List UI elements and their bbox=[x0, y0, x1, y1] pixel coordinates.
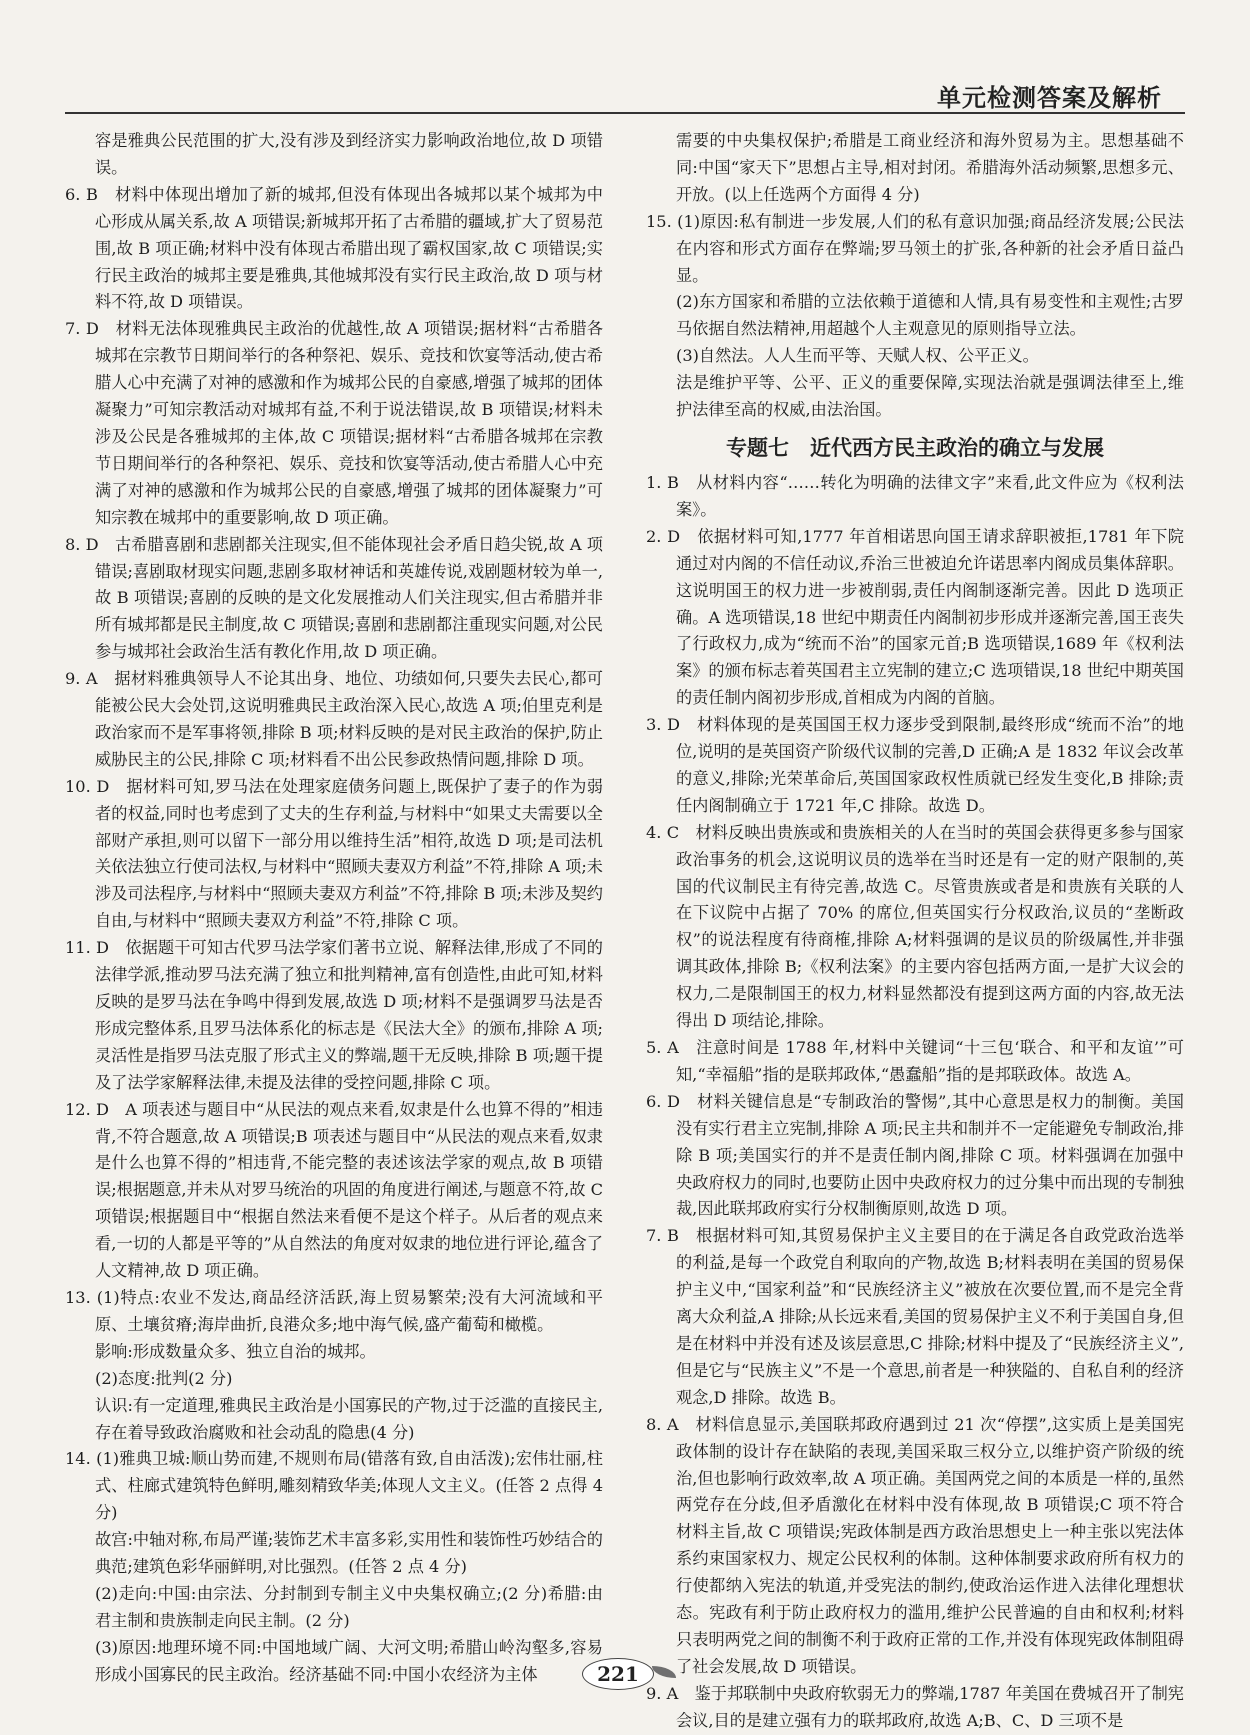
page-number bbox=[560, 1652, 690, 1692]
answer-item-1: 1. B 从材料内容“……转化为明确的法律文字”来看,此文件应为《权利法案》。 bbox=[646, 472, 1184, 519]
answer-paragraph: 容是雅典公民范围的扩大,没有涉及到经济实力影响政治地位,故 D 项错误。 bbox=[95, 131, 603, 177]
section-title: 专题七 近代西方民主政治的确立与发展 bbox=[726, 435, 1104, 460]
answer-item-6: 6. D 材料关键信息是“专制政治的警惕”,其中心意思是权力的制衡。美国没有实行君主立宪制,排除 A 项;民主共和制并不一定能避免专制政治,排除 B 项;美国实行的并不是责任制内阁,排除 C 项。材料强调在加强中央政府权力的同时,也要防止因中央政府权力的过分集中而出现的专制独裁,因此联邦政府实行分权制衡原则,故选 D 项。 bbox=[646, 1091, 1184, 1219]
answer-paragraph: 认识:有一定道理,雅典民主政治是小国寡民的产物,过于泛滥的直接民主,存在着导致政治腐败和社会动乱的隐患(4 分) bbox=[95, 1395, 603, 1442]
answer-item-12: 12. D A 项表述与题目中“从民法的观点来看,奴隶是什么也算不得的”相违背,不符合题意,故 A 项错误;B 项表述与题目中“从民法的观点来看,奴隶是什么也算不得的”相违背,不能完整的表述该法学家的观点,故 B 项错误;根据题意,并未从对罗马统治的巩固的角度进行阐述,与题意不符,故 C 项错误;根据题目中“根据自然法来看便不是这个样子。从后者的观点来看,一切的人都是平等的”从自然法的角度对奴隶的地位进行评论,蕴含了人文精神,故 D 项正确。 bbox=[65, 1099, 603, 1281]
answer-paragraph: 需要的中央集权保护;希腊是工商业经济和海外贸易为主。思想基础不同:中国“家天下”思想占主导,相对封闭。希腊海外活动频繁,思想多元、开放。(以上任选两个方面得 4 分) bbox=[676, 131, 1184, 204]
answer-item-2: 2. D 依据材料可知,1777 年首相诺思向国王请求辞职被拒,1781 年下院通过对内阁的不信任动议,乔治三世被迫允许诺思率内阁成员集体辞职。这说明国王的权力进一步被削弱,责任内阁制逐渐完善。因此 D 选项正确。A 选项错误,18 世纪中期责任内阁制初步形成并逐渐完善,国王丧失了行政权力,成为“统而不治”的国家元首;B 选项错误,1689 年《权利法案》的颁布标志着英国君主立宪制的建立;C 选项错误,18 世纪中期英国的责任制内阁初步形成,首相成为内阁的首脑。 bbox=[646, 526, 1184, 708]
answer-item-13: 13. (1)特点:农业不发达,商品经济活跃,海上贸易繁荣;没有大河流域和平原、土壤贫瘠;海岸曲折,良港众多;地中海气候,盛产葡萄和橄榄。 bbox=[65, 1287, 603, 1334]
answer-paragraph: (3)原因:地理环境不同:中国地域广阔、大河文明;希腊山岭沟壑多,容易形成小国寡民的民主政治。经济基础不同:中国小农经济为主体 bbox=[95, 1637, 603, 1684]
left-column bbox=[65, 128, 603, 1689]
answer-item-14: 14. (1)雅典卫城:顺山势而建,不规则布局(错落有致,自由活泼);宏伟壮丽,柱式、柱廊式建筑特色鲜明,雕刻精致华美;体现人文主义。(任答 2 点得 4 分) bbox=[65, 1449, 603, 1523]
leaf-icon bbox=[652, 1666, 676, 1678]
answer-item-5: 5. A 注意时间是 1788 年,材料中关键词“十三包‘联合、和平和友谊’”可知,“幸福船”指的是联邦政体,“愚蠢船”指的是邦联政体。故选 A。 bbox=[646, 1038, 1184, 1084]
answer-item-3: 3. D 材料体现的是英国国王权力逐步受到限制,最终形成“统而不治”的地位,说明的是英国资产阶级代议制的完善,D 正确;A 是 1832 年议会改革的意义,排除;光荣革命后,英国国家政权性质就已经发生变化,B 排除;责任内阁制确立于 1721 年,C 排除。故选 D。 bbox=[646, 715, 1184, 815]
answer-item-7: 7. B 根据材料可知,其贸易保护主义主要目的在于满足各自政党政治选举的利益,是每一个政党自利取向的产物,故选 B;材料表明在美国的贸易保护主义中,“国家利益”和“民族经济主义”被放在次要位置,而不是完全背离大众利益,A 排除;从长远来看,美国的贸易保护主义不利于美国自身,但是在材料中并没有述及该层意思,C 排除;材料中提及了“民族经济主义”,但是它与“民族主义”不是一个意思,前者是一种狭隘的、自私自利的经济观念,D 排除。故选 B。 bbox=[646, 1226, 1184, 1407]
answer-paragraph: 影响:形成数量众多、独立自治的城邦。 bbox=[95, 1341, 376, 1361]
answer-item-8: 8. A 材料信息显示,美国联邦政府遇到过 21 次“停摆”,这实质上是美国宪政体制的设计存在缺陷的表现,美国采取三权分立,以维护资产阶级的统治,但也影响行政效率,故 A 项正确。美国两党之间的本质是一样的,虽然两党存在分歧,但矛盾激化在材料中没有体现,故 B 项错误;C 项不符合材料主旨,故 C 项错误;宪政体制是西方政治思想史上一种主张以宪法体系约束国家权力、规定公民权利的体制。这种体制要求政府所有权力的行使都纳入宪法的轨道,并受宪法的制约,使政治运作进入法律化理想状态。宪政有利于防止政府权力的滥用,维护公民普遍的自由和权利;材料只表明两党之间的制衡不利于政府正常的工作,并没有体现宪政体制阻碍了社会发展,故 D 项错误。 bbox=[646, 1414, 1184, 1676]
answer-item-6: 6. B 材料中体现出增加了新的城邦,但没有体现出各城邦以某个城邦为中心形成从属关系,故 A 项错误;新城邦开拓了古希腊的疆域,扩大了贸易范围,故 B 项正确;材料中没有体现古希腊出现了霸权国家,故 C 项错误;实行民主政治的城邦主要是雅典,其他城邦没有实行民主政治,故 D 项与材料不符,故 D 项错误。 bbox=[65, 184, 603, 312]
answer-item-7: 7. D 材料无法体现雅典民主政治的优越性,故 A 项错误;据材料“古希腊各城邦在宗教节日期间举行的各种祭祀、娱乐、竞技和饮宴等活动,使古希腊人心中充满了对神的感激和作为城邦公民的自豪感,增强了城邦的团体凝聚力”可知宗教活动对城邦有益,不利于说法错误,故 B 项错误;材料未涉及公民是各雅城邦的主体,故 C 项错误;据材料“古希腊各城邦在宗教节日期间举行的各种祭祀、娱乐、竞技和饮宴等活动,使古希腊人心中充满了对神的感激和作为城邦公民的自豪感,增强了城邦的团体凝聚力”可知宗教在城邦中的重要影响,故 D 项正确。 bbox=[65, 319, 603, 527]
answer-item-8: 8. D 古希腊喜剧和悲剧都关注现实,但不能体现社会矛盾日趋尖锐,故 A 项错误;喜剧取材现实问题,悲剧多取材神话和英雄传说,戏剧题材较为单一,故 B 项错误;喜剧的反映的是文化发展推动人们关注现实,但古希腊并非所有城邦都是民主制度,故 C 项错误;喜剧和悲剧都注重现实问题,对公民参与城邦社会政治生活有教化作用,故 D 项正确。 bbox=[65, 534, 603, 662]
answer-item-10: 10. D 据材料可知,罗马法在处理家庭债务问题上,既保护了妻子的作为弱者的权益,同时也考虑到了丈夫的生存利益,与材料中“如果丈夫需要以全部财产承担,则可以留下一部分用以维持生活”相符,故选 D 项;是司法机关依法独立行使司法权,与材料中“照顾夫妻双方利益”不符,排除 A 项;未涉及司法程序,与材料中“照顾夫妻双方利益”不符,排除 B 项;未涉及契约自由,与材料中“照顾夫妻双方利益”不符,排除 C 项。 bbox=[65, 776, 603, 931]
answer-paragraph: 法是维护平等、公平、正义的重要保障,实现法治就是强调法律至上,维护法律至高的权威,由法治国。 bbox=[676, 373, 1184, 420]
answer-paragraph: (2)态度:批判(2 分) bbox=[95, 1368, 233, 1388]
answer-paragraph: 故宫:中轴对称,布局严谨;装饰艺术丰富多彩,实用性和装饰性巧妙结合的典范;建筑色彩华丽鲜明,对比强烈。(任答 2 点 4 分) bbox=[95, 1530, 603, 1577]
answer-paragraph: (3)自然法。人人生而平等、天赋人权、公平正义。 bbox=[676, 346, 1039, 366]
answer-paragraph: (2)东方国家和希腊的立法依赖于道德和人情,具有易变性和主观性;古罗马依据自然法精神,用超越个人主观意见的原则指导立法。 bbox=[676, 292, 1184, 339]
right-column bbox=[646, 128, 1184, 1735]
header-rule bbox=[65, 112, 1185, 114]
page-number-badge: 221 bbox=[582, 1658, 654, 1690]
answer-item-4: 4. C 材料反映出贵族或和贵族相关的人在当时的英国会获得更多参与国家政治事务的机会,这说明议员的选举在当时还是有一定的财产限制的,英国的代议制民主有待完善,故选 C。尽管贵族或者是和贵族有关联的人在下议院中占据了 70% 的席位,但英国实行分权政治,议员的“垄断政权”的说法程度有待商榷,排除 A;材料强调的是议员的阶级属性,并非强调其政体,排除 B;《权利法案》的主要内容包括两方面,一是扩大议会的权力,二是限制国王的权力,材料显然都没有提到这两方面的内容,故无法得出 D 项结论,排除。 bbox=[646, 822, 1184, 1031]
answer-paragraph: (2)走向:中国:由宗法、分封制到专制主义中央集权确立;(2 分)希腊:由君主制和贵族制走向民主制。(2 分) bbox=[95, 1583, 603, 1630]
answer-item-11: 11. D 依据题干可知古代罗马法学家们著书立说、解释法律,形成了不同的法律学派,推动罗马法充满了独立和批判精神,富有创造性,由此可知,材料反映的是罗马法在争鸣中得到发展,故选 D 项;材料不是强调罗马法是否形成完整体系,且罗马法体系化的标志是《民法大全》的颁布,排除 A 项;灵活性是指罗马法克服了形式主义的弊端,题干无反映,排除 B 项;题干提及了法学家解释法律,未提及法律的受控问题,排除 C 项。 bbox=[65, 938, 603, 1092]
answer-item-9: 9. A 鉴于邦联制中央政府软弱无力的弊端,1787 年美国在费城召开了制宪会议,目的是建立强有力的联邦政府,故选 A;B、C、D 三项不是 bbox=[646, 1683, 1184, 1730]
header-title: 单元检测答案及解析 bbox=[937, 84, 1162, 112]
answer-item-15: 15. (1)原因:私有制进一步发展,人们的私有意识加强;商品经济发展;公民法在内容和形式方面存在弊端;罗马领土的扩张,各种新的社会矛盾日益凸显。 bbox=[646, 211, 1184, 285]
answer-item-9: 9. A 据材料雅典领导人不论其出身、地位、功绩如何,只要失去民心,都可能被公民大会处罚,这说明雅典民主政治深入民心,故选 A 项;伯里克利是政治家而不是军事将领,排除 B 项;材料反映的是对民主政治的保护,防止威胁民主的公民,排除 C 项;材料看不出公民参政热情问题,排除 D 项。 bbox=[65, 669, 603, 769]
